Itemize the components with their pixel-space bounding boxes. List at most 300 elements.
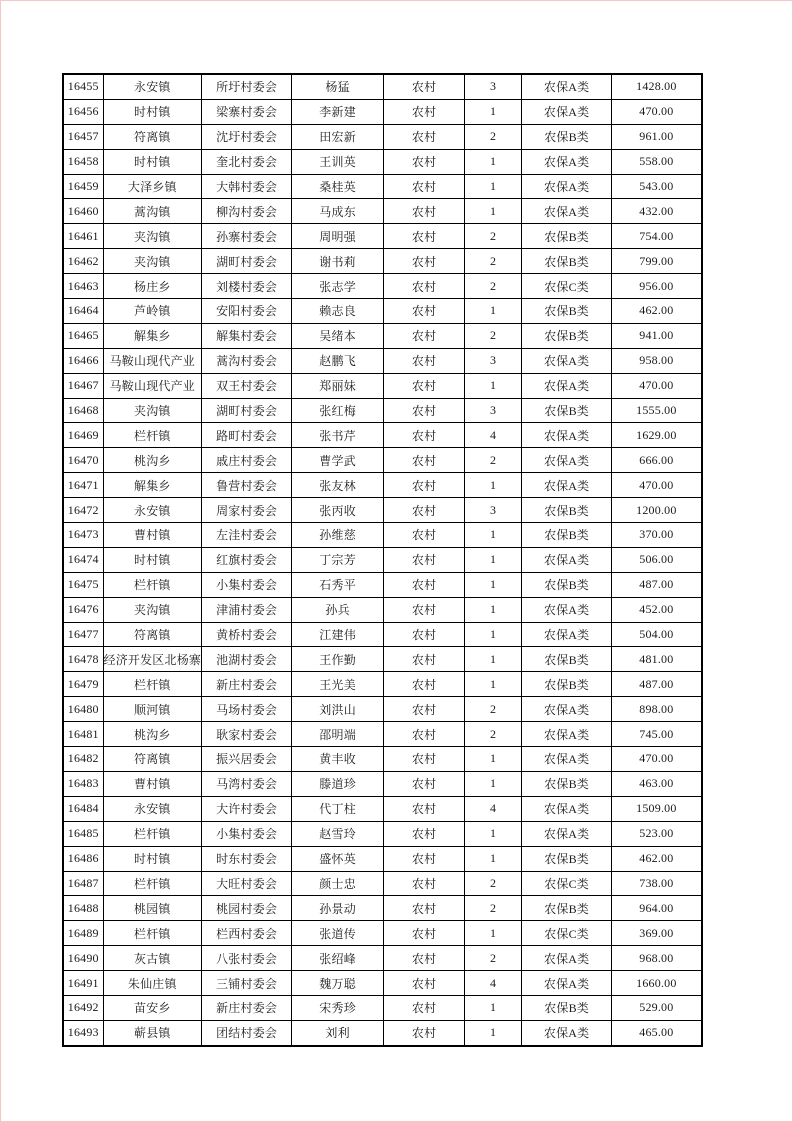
cell-household_type: 农村 [384, 771, 465, 796]
cell-village: 团结村委会 [202, 1020, 292, 1045]
cell-id: 16472 [63, 498, 103, 523]
cell-town: 符离镇 [103, 622, 202, 647]
cell-town: 曹村镇 [103, 771, 202, 796]
table-row [63, 274, 702, 299]
cell-town: 符离镇 [103, 124, 202, 149]
cell-village: 三铺村委会 [202, 971, 292, 996]
cell-town: 时村镇 [103, 846, 202, 871]
cell-category: 农保A类 [522, 99, 612, 124]
table-row [63, 1020, 702, 1045]
cell-category: 农保B类 [522, 323, 612, 348]
table-row [63, 149, 702, 174]
cell-id: 16488 [63, 896, 103, 921]
cell-village: 时东村委会 [202, 846, 292, 871]
cell-count: 1 [465, 995, 522, 1020]
cell-count: 2 [465, 124, 522, 149]
cell-count: 1 [465, 523, 522, 548]
cell-id: 16467 [63, 373, 103, 398]
cell-person: 杨猛 [292, 74, 384, 99]
cell-count: 1 [465, 672, 522, 697]
cell-id: 16482 [63, 747, 103, 772]
cell-town: 灰古镇 [103, 946, 202, 971]
table-row [63, 871, 702, 896]
cell-amount: 1555.00 [612, 398, 702, 423]
cell-amount: 1428.00 [612, 74, 702, 99]
cell-id: 16480 [63, 697, 103, 722]
cell-id: 16470 [63, 448, 103, 473]
cell-amount: 745.00 [612, 722, 702, 747]
cell-count: 1 [465, 174, 522, 199]
cell-town: 夹沟镇 [103, 249, 202, 274]
cell-id: 16484 [63, 796, 103, 821]
cell-person: 张道传 [292, 921, 384, 946]
cell-town: 解集乡 [103, 323, 202, 348]
table-row [63, 747, 702, 772]
cell-person: 王训英 [292, 149, 384, 174]
cell-amount: 968.00 [612, 946, 702, 971]
cell-village: 大韩村委会 [202, 174, 292, 199]
cell-category: 农保B类 [522, 124, 612, 149]
table-row [63, 249, 702, 274]
cell-person: 盛怀英 [292, 846, 384, 871]
cell-category: 农保A类 [522, 796, 612, 821]
cell-person: 石秀平 [292, 572, 384, 597]
cell-person: 赖志良 [292, 299, 384, 324]
cell-id: 16486 [63, 846, 103, 871]
cell-village: 鲁营村委会 [202, 473, 292, 498]
cell-amount: 463.00 [612, 771, 702, 796]
cell-town: 桃园镇 [103, 896, 202, 921]
cell-amount: 506.00 [612, 547, 702, 572]
cell-household_type: 农村 [384, 224, 465, 249]
cell-person: 刘利 [292, 1020, 384, 1045]
cell-id: 16489 [63, 921, 103, 946]
cell-village: 刘楼村委会 [202, 274, 292, 299]
cell-id: 16464 [63, 299, 103, 324]
cell-household_type: 农村 [384, 448, 465, 473]
cell-village: 戚庄村委会 [202, 448, 292, 473]
cell-category: 农保C类 [522, 274, 612, 299]
cell-id: 16492 [63, 995, 103, 1020]
cell-category: 农保A类 [522, 348, 612, 373]
cell-category: 农保A类 [522, 199, 612, 224]
cell-category: 农保B类 [522, 398, 612, 423]
cell-household_type: 农村 [384, 398, 465, 423]
cell-village: 马场村委会 [202, 697, 292, 722]
table-row [63, 473, 702, 498]
cell-id: 16460 [63, 199, 103, 224]
cell-town: 永安镇 [103, 796, 202, 821]
cell-town: 曹村镇 [103, 523, 202, 548]
cell-id: 16468 [63, 398, 103, 423]
cell-household_type: 农村 [384, 946, 465, 971]
cell-town: 栏杆镇 [103, 871, 202, 896]
cell-id: 16457 [63, 124, 103, 149]
cell-category: 农保C类 [522, 921, 612, 946]
cell-household_type: 农村 [384, 672, 465, 697]
table-row [63, 622, 702, 647]
cell-person: 孙兵 [292, 597, 384, 622]
table-row [63, 547, 702, 572]
table-row [63, 373, 702, 398]
cell-village: 湖町村委会 [202, 249, 292, 274]
cell-person: 谢书莉 [292, 249, 384, 274]
cell-amount: 738.00 [612, 871, 702, 896]
cell-count: 3 [465, 498, 522, 523]
cell-category: 农保B类 [522, 896, 612, 921]
cell-town: 栏杆镇 [103, 423, 202, 448]
cell-count: 1 [465, 149, 522, 174]
table-row [63, 697, 702, 722]
table-row [63, 124, 702, 149]
cell-person: 江建伟 [292, 622, 384, 647]
cell-town: 时村镇 [103, 547, 202, 572]
cell-count: 1 [465, 547, 522, 572]
cell-village: 路町村委会 [202, 423, 292, 448]
cell-amount: 961.00 [612, 124, 702, 149]
cell-category: 农保B类 [522, 224, 612, 249]
cell-category: 农保B类 [522, 498, 612, 523]
cell-town: 夹沟镇 [103, 398, 202, 423]
cell-person: 张绍峰 [292, 946, 384, 971]
cell-town: 蒿沟镇 [103, 199, 202, 224]
cell-category: 农保A类 [522, 1020, 612, 1045]
cell-count: 1 [465, 572, 522, 597]
table-row [63, 99, 702, 124]
cell-household_type: 农村 [384, 149, 465, 174]
cell-person: 黄丰收 [292, 747, 384, 772]
cell-town: 桃沟乡 [103, 722, 202, 747]
cell-category: 农保B类 [522, 299, 612, 324]
cell-category: 农保B类 [522, 572, 612, 597]
cell-town: 栏杆镇 [103, 821, 202, 846]
cell-household_type: 农村 [384, 423, 465, 448]
cell-village: 梁寨村委会 [202, 99, 292, 124]
table-row [63, 174, 702, 199]
cell-amount: 462.00 [612, 299, 702, 324]
cell-person: 桑桂英 [292, 174, 384, 199]
cell-town: 符离镇 [103, 747, 202, 772]
cell-id: 16474 [63, 547, 103, 572]
cell-count: 1 [465, 99, 522, 124]
cell-person: 赵雪玲 [292, 821, 384, 846]
cell-category: 农保A类 [522, 821, 612, 846]
cell-amount: 898.00 [612, 697, 702, 722]
cell-village: 黄桥村委会 [202, 622, 292, 647]
cell-amount: 369.00 [612, 921, 702, 946]
cell-person: 代丁柱 [292, 796, 384, 821]
cell-village: 双王村委会 [202, 373, 292, 398]
cell-village: 马湾村委会 [202, 771, 292, 796]
cell-count: 1 [465, 473, 522, 498]
cell-household_type: 农村 [384, 547, 465, 572]
cell-town: 经济开发区北杨寨 [103, 647, 202, 672]
cell-town: 马鞍山现代产业 [103, 348, 202, 373]
cell-count: 1 [465, 199, 522, 224]
cell-household_type: 农村 [384, 523, 465, 548]
insurance-records-table [62, 73, 703, 1047]
cell-amount: 465.00 [612, 1020, 702, 1045]
cell-person: 张友林 [292, 473, 384, 498]
cell-household_type: 农村 [384, 871, 465, 896]
cell-village: 大许村委会 [202, 796, 292, 821]
cell-town: 栏杆镇 [103, 672, 202, 697]
cell-village: 八张村委会 [202, 946, 292, 971]
cell-town: 时村镇 [103, 149, 202, 174]
table-row [63, 523, 702, 548]
cell-count: 1 [465, 921, 522, 946]
cell-household_type: 农村 [384, 1020, 465, 1045]
cell-village: 柳沟村委会 [202, 199, 292, 224]
cell-village: 小集村委会 [202, 572, 292, 597]
cell-village: 沈圩村委会 [202, 124, 292, 149]
cell-household_type: 农村 [384, 348, 465, 373]
cell-amount: 470.00 [612, 473, 702, 498]
cell-town: 解集乡 [103, 473, 202, 498]
cell-person: 魏万聪 [292, 971, 384, 996]
table-row [63, 995, 702, 1020]
cell-category: 农保A类 [522, 473, 612, 498]
cell-village: 安阳村委会 [202, 299, 292, 324]
cell-village: 所圩村委会 [202, 74, 292, 99]
cell-category: 农保B类 [522, 846, 612, 871]
table-row [63, 572, 702, 597]
cell-amount: 370.00 [612, 523, 702, 548]
cell-person: 李新建 [292, 99, 384, 124]
cell-count: 2 [465, 323, 522, 348]
table-row [63, 896, 702, 921]
cell-household_type: 农村 [384, 99, 465, 124]
cell-person: 王光美 [292, 672, 384, 697]
cell-town: 时村镇 [103, 99, 202, 124]
cell-id: 16461 [63, 224, 103, 249]
table-row [63, 423, 702, 448]
cell-id: 16456 [63, 99, 103, 124]
cell-id: 16481 [63, 722, 103, 747]
cell-household_type: 农村 [384, 124, 465, 149]
cell-count: 2 [465, 249, 522, 274]
cell-id: 16476 [63, 597, 103, 622]
table-row [63, 448, 702, 473]
table-row [63, 971, 702, 996]
cell-count: 4 [465, 796, 522, 821]
cell-count: 2 [465, 448, 522, 473]
table-row [63, 224, 702, 249]
cell-village: 新庄村委会 [202, 672, 292, 697]
cell-village: 大旺村委会 [202, 871, 292, 896]
cell-person: 曹学武 [292, 448, 384, 473]
cell-town: 桃沟乡 [103, 448, 202, 473]
cell-count: 3 [465, 348, 522, 373]
cell-id: 16485 [63, 821, 103, 846]
cell-household_type: 农村 [384, 199, 465, 224]
cell-count: 3 [465, 74, 522, 99]
cell-village: 孙寨村委会 [202, 224, 292, 249]
cell-count: 1 [465, 1020, 522, 1045]
cell-town: 杨庄乡 [103, 274, 202, 299]
cell-amount: 432.00 [612, 199, 702, 224]
cell-category: 农保A类 [522, 423, 612, 448]
cell-id: 16493 [63, 1020, 103, 1045]
cell-amount: 964.00 [612, 896, 702, 921]
cell-person: 张丙收 [292, 498, 384, 523]
cell-id: 16458 [63, 149, 103, 174]
cell-category: 农保A类 [522, 946, 612, 971]
cell-town: 芦岭镇 [103, 299, 202, 324]
cell-count: 3 [465, 398, 522, 423]
cell-id: 16490 [63, 946, 103, 971]
table-row [63, 921, 702, 946]
cell-amount: 1660.00 [612, 971, 702, 996]
cell-person: 邵明端 [292, 722, 384, 747]
cell-town: 马鞍山现代产业 [103, 373, 202, 398]
cell-household_type: 农村 [384, 796, 465, 821]
cell-household_type: 农村 [384, 473, 465, 498]
cell-amount: 956.00 [612, 274, 702, 299]
cell-count: 1 [465, 597, 522, 622]
cell-amount: 504.00 [612, 622, 702, 647]
cell-village: 湖町村委会 [202, 398, 292, 423]
cell-person: 田宏新 [292, 124, 384, 149]
cell-amount: 799.00 [612, 249, 702, 274]
cell-household_type: 农村 [384, 747, 465, 772]
cell-household_type: 农村 [384, 299, 465, 324]
cell-household_type: 农村 [384, 74, 465, 99]
cell-household_type: 农村 [384, 995, 465, 1020]
cell-amount: 452.00 [612, 597, 702, 622]
cell-village: 耿家村委会 [202, 722, 292, 747]
cell-id: 16459 [63, 174, 103, 199]
cell-amount: 1629.00 [612, 423, 702, 448]
cell-village: 池湖村委会 [202, 647, 292, 672]
cell-amount: 666.00 [612, 448, 702, 473]
cell-amount: 754.00 [612, 224, 702, 249]
cell-person: 孙景动 [292, 896, 384, 921]
cell-household_type: 农村 [384, 597, 465, 622]
cell-household_type: 农村 [384, 174, 465, 199]
cell-category: 农保B类 [522, 523, 612, 548]
cell-village: 左洼村委会 [202, 523, 292, 548]
cell-amount: 470.00 [612, 99, 702, 124]
cell-id: 16483 [63, 771, 103, 796]
cell-count: 1 [465, 846, 522, 871]
cell-count: 1 [465, 373, 522, 398]
table-row [63, 771, 702, 796]
cell-town: 大泽乡镇 [103, 174, 202, 199]
cell-category: 农保A类 [522, 448, 612, 473]
cell-category: 农保B类 [522, 249, 612, 274]
cell-amount: 487.00 [612, 572, 702, 597]
cell-count: 2 [465, 274, 522, 299]
cell-person: 颜士忠 [292, 871, 384, 896]
cell-household_type: 农村 [384, 622, 465, 647]
cell-count: 1 [465, 647, 522, 672]
table-row [63, 498, 702, 523]
table-row [63, 299, 702, 324]
cell-village: 周家村委会 [202, 498, 292, 523]
cell-town: 夹沟镇 [103, 597, 202, 622]
cell-town: 栏杆镇 [103, 921, 202, 946]
table-row [63, 74, 702, 99]
cell-household_type: 农村 [384, 971, 465, 996]
cell-amount: 487.00 [612, 672, 702, 697]
cell-person: 刘洪山 [292, 697, 384, 722]
cell-village: 小集村委会 [202, 821, 292, 846]
cell-town: 蕲县镇 [103, 1020, 202, 1045]
table-row [63, 398, 702, 423]
records-table-body [63, 74, 702, 1046]
cell-household_type: 农村 [384, 821, 465, 846]
cell-household_type: 农村 [384, 498, 465, 523]
cell-count: 2 [465, 946, 522, 971]
cell-category: 农保A类 [522, 622, 612, 647]
cell-category: 农保A类 [522, 722, 612, 747]
cell-category: 农保A类 [522, 971, 612, 996]
cell-category: 农保A类 [522, 174, 612, 199]
cell-town: 永安镇 [103, 74, 202, 99]
cell-person: 王作勤 [292, 647, 384, 672]
cell-count: 1 [465, 821, 522, 846]
table-row [63, 722, 702, 747]
cell-household_type: 农村 [384, 647, 465, 672]
cell-category: 农保B类 [522, 672, 612, 697]
cell-household_type: 农村 [384, 921, 465, 946]
table-row [63, 597, 702, 622]
table-row [63, 946, 702, 971]
cell-id: 16471 [63, 473, 103, 498]
cell-amount: 543.00 [612, 174, 702, 199]
table-row [63, 647, 702, 672]
cell-id: 16487 [63, 871, 103, 896]
cell-household_type: 农村 [384, 846, 465, 871]
cell-category: 农保A类 [522, 747, 612, 772]
cell-village: 蒿沟村委会 [202, 348, 292, 373]
cell-category: 农保B类 [522, 771, 612, 796]
cell-count: 2 [465, 224, 522, 249]
cell-village: 桃园村委会 [202, 896, 292, 921]
cell-town: 顺河镇 [103, 697, 202, 722]
cell-village: 栏西村委会 [202, 921, 292, 946]
cell-amount: 1509.00 [612, 796, 702, 821]
cell-village: 奎北村委会 [202, 149, 292, 174]
cell-count: 4 [465, 423, 522, 448]
cell-person: 赵鹏飞 [292, 348, 384, 373]
cell-household_type: 农村 [384, 249, 465, 274]
cell-household_type: 农村 [384, 323, 465, 348]
cell-id: 16491 [63, 971, 103, 996]
cell-id: 16463 [63, 274, 103, 299]
cell-count: 1 [465, 771, 522, 796]
cell-id: 16478 [63, 647, 103, 672]
cell-person: 郑丽妹 [292, 373, 384, 398]
cell-id: 16465 [63, 323, 103, 348]
table-row [63, 796, 702, 821]
cell-id: 16462 [63, 249, 103, 274]
cell-person: 吴绪本 [292, 323, 384, 348]
cell-town: 苗安乡 [103, 995, 202, 1020]
cell-village: 津浦村委会 [202, 597, 292, 622]
cell-id: 16475 [63, 572, 103, 597]
table-row [63, 821, 702, 846]
cell-id: 16469 [63, 423, 103, 448]
cell-count: 2 [465, 722, 522, 747]
cell-id: 16477 [63, 622, 103, 647]
cell-person: 张红梅 [292, 398, 384, 423]
cell-person: 丁宗芳 [292, 547, 384, 572]
cell-category: 农保B类 [522, 647, 612, 672]
cell-person: 张志学 [292, 274, 384, 299]
cell-category: 农保B类 [522, 995, 612, 1020]
